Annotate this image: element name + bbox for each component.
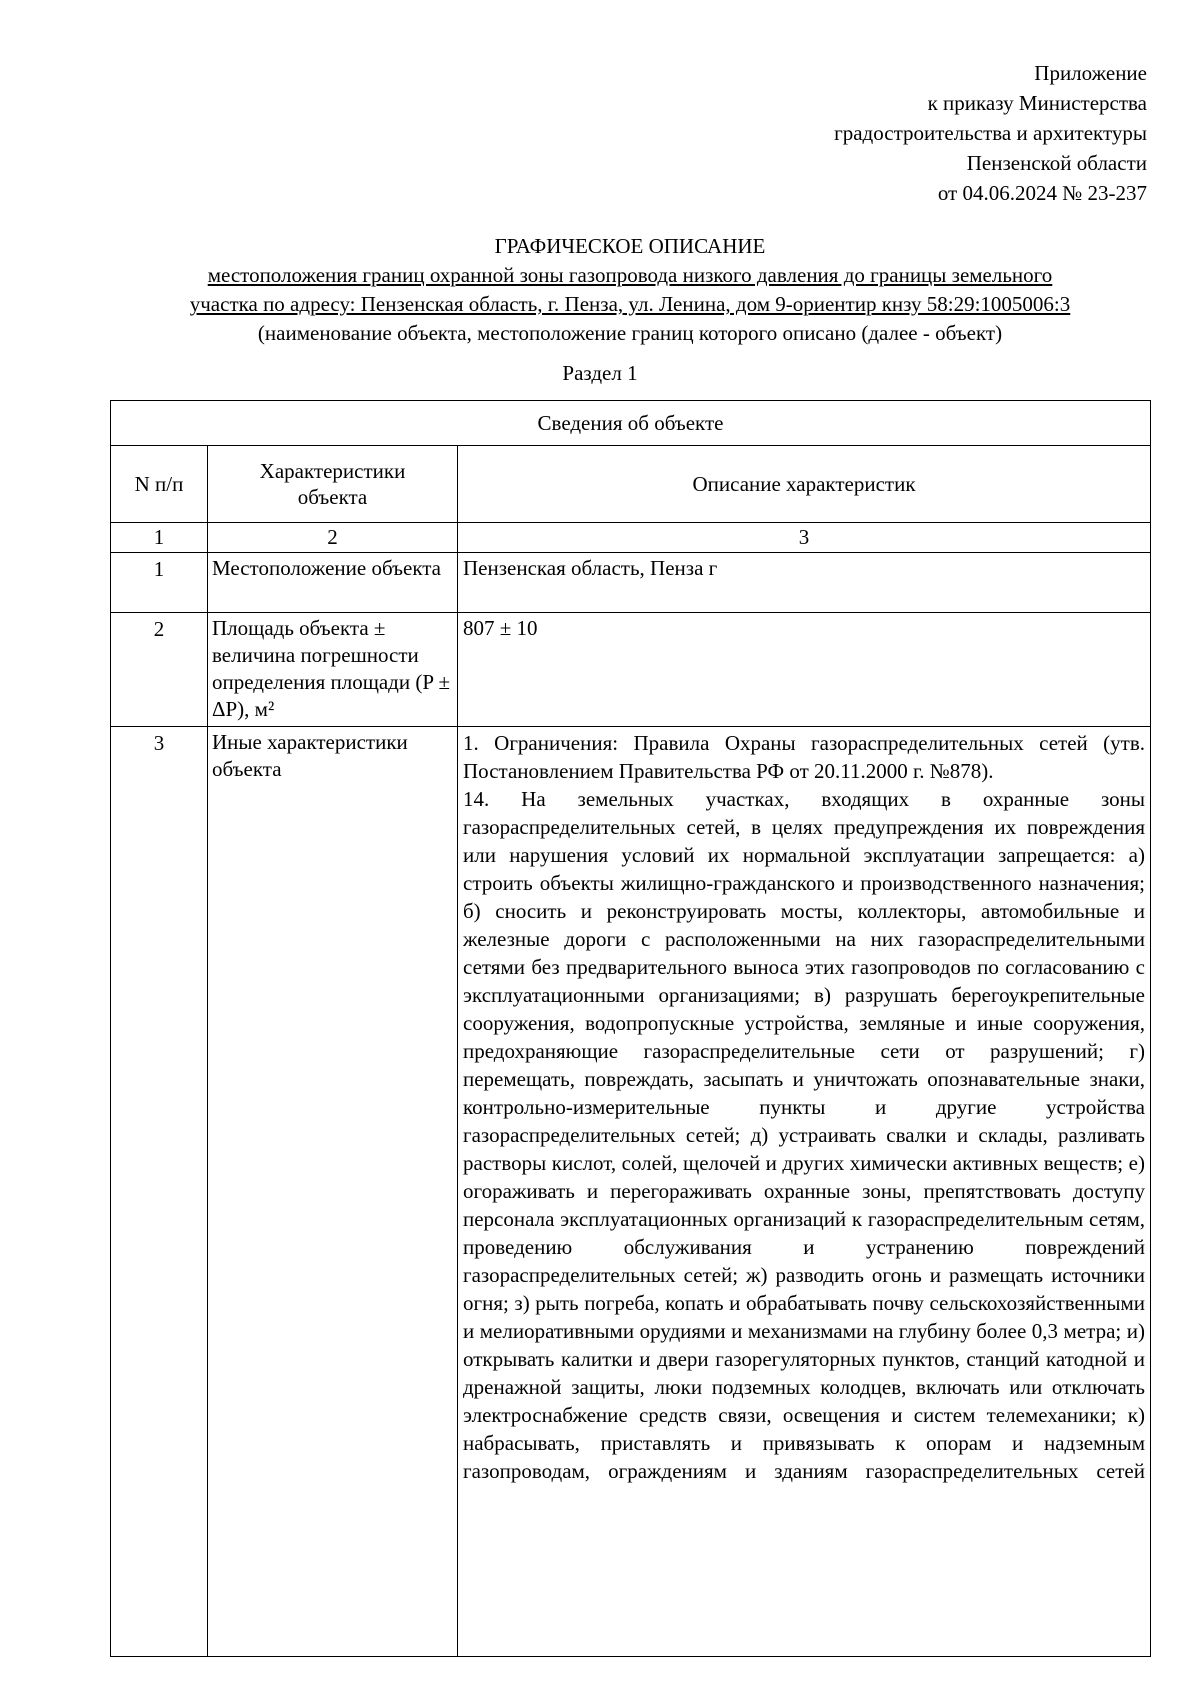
- column-number: 2: [208, 523, 458, 553]
- table-caption-row: [111, 401, 1151, 446]
- table-header-row: [111, 446, 1151, 523]
- table-row: [111, 727, 1151, 1657]
- header-description: Описание характеристик: [458, 446, 1151, 523]
- header-num: N п/п: [111, 446, 208, 523]
- row-description: [458, 727, 1151, 1657]
- appendix-block: [834, 58, 1147, 208]
- row-description: 807 ± 10: [458, 613, 1151, 727]
- table-row: [111, 553, 1151, 613]
- restrictions-paragraph-1: 1. Ограничения: Правила Охраны газораспределительных сетей (утв. Постановлением Правительства РФ от 20.11.2000 г. №878).: [463, 731, 1145, 783]
- row-characteristic: Местоположение объекта: [208, 553, 458, 613]
- restrictions-paragraph-2: 14. На земельных участках, входящих в охранные зоны газораспределительных сетей, в целях предупреждения их повреждения или нарушения условий их нормальной эксплуатации запрещается: а) строить объекты жилищно-гражданского и производственного назначения; б) сносить и реконструировать мосты, коллекторы, автомобильные и железные дороги с расположенными на них газораспределительными сетями без предварительного выноса этих газопроводов по согласованию с эксплуатационными организациями; в) разрушать берегоукрепительные сооружения, водопропускные устройства, земляные и иные сооружения, предохраняющие газораспределительные сети от разрушений; г) перемещать, повреждать, засыпать и уничтожать опознавательные знаки, контрольно-измерительные пункты и другие устройства газораспределительных сетей; д) устраивать свалки и склады, разливать растворы кислот, солей, щелочей и других химически активных веществ; е) огораживать и перегораживать охранные зоны, препятствовать доступу персонала эксплуатационных организаций к газораспределительным сетям, проведению обслуживания и устранению повреждений газораспределительных сетей; ж) разводить огонь и размещать источники огня; з) рыть погреба, копать и обрабатывать почву сельскохозяйственными и мелиоративными орудиями и механизмами на глубину более 0,3 метра; и) открывать калитки и двери газорегуляторных пунктов, станций катодной и дренажной защиты, люки подземных колодцев, включать или отключать электроснабжение средств связи, освещения и систем телемеханики; к) набрасывать, приставлять и привязывать к опорам и надземным газопроводам, ограждениям и зданиям газораспределительных сетей: [463, 787, 1145, 1483]
- section-label: Раздел 1: [562, 361, 638, 385]
- column-number-row: [111, 523, 1151, 553]
- row-description: Пензенская область, Пенза г: [458, 553, 1151, 613]
- row-characteristic: Площадь объекта ± величина погрешности определения площади (P ± ΔP), м²: [208, 613, 458, 727]
- header-characteristics: Характеристики объекта: [208, 446, 458, 523]
- table-caption: Сведения об объекте: [111, 401, 1151, 446]
- object-name-caption: (наименование объекта, местоположение границ которого описано (далее - объект): [257, 321, 1003, 345]
- restrictions-text: [463, 729, 1145, 1651]
- column-number: 1: [111, 523, 208, 553]
- object-name-line-1: местоположения границ охранной зоны газопровода низкого давления до границы земельного: [207, 263, 1053, 287]
- title-block: [110, 232, 1150, 348]
- object-info-table: [110, 400, 1151, 1657]
- document-title: ГРАФИЧЕСКОЕ ОПИСАНИЕ: [494, 234, 766, 258]
- appendix-line: градостроительства и архитектуры: [834, 121, 1147, 145]
- appendix-line: к приказу Министерства: [927, 91, 1147, 115]
- row-characteristic: Иные характеристики объекта: [208, 727, 458, 1657]
- appendix-line: Пензенской области: [966, 151, 1147, 175]
- row-number: 1: [111, 553, 208, 613]
- column-number: 3: [458, 523, 1151, 553]
- appendix-date-number: от 04.06.2024 № 23-237: [937, 181, 1147, 205]
- object-name-line-2: участка по адресу: Пензенская область, г. Пенза, ул. Ленина, дом 9-ориентир кнзу 58:29:1005006:3: [189, 292, 1071, 316]
- row-number: 3: [111, 727, 208, 1657]
- row-number: 2: [111, 613, 208, 727]
- appendix-line: Приложение: [1034, 61, 1147, 85]
- table-row: [111, 613, 1151, 727]
